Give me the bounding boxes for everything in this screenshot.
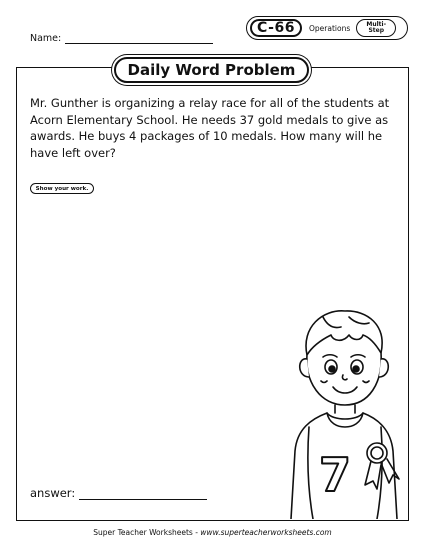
- hair-shape: [306, 311, 382, 355]
- subtopic-line2: Step: [368, 27, 385, 34]
- page-title: Daily Word Problem: [114, 57, 309, 83]
- name-field: [30, 33, 213, 44]
- name-line[interactable]: [65, 33, 213, 44]
- topic-label: Operations: [309, 23, 351, 33]
- name-label: Name:: [30, 33, 62, 44]
- answer-label: answer:: [30, 486, 76, 500]
- footer-publisher: Super Teacher Worksheets -: [93, 528, 201, 537]
- worksheet-code-badge: [246, 16, 408, 40]
- footer: [0, 528, 425, 537]
- footer-website: www.superteacherworksheets.com: [200, 528, 332, 537]
- answer-line[interactable]: [79, 487, 207, 500]
- subtopic-badge: [356, 19, 396, 37]
- worksheet-code: C-66: [250, 19, 302, 37]
- boy-with-medal-illustration: [283, 305, 403, 519]
- subtopic-line1: Multi-: [366, 20, 387, 28]
- problem-text: Mr. Gunther is organizing a relay race for all of the students at Acorn Elementary School. He needs 37 gold medals to give as awards. He buys 4 packages of 10 medals. How many will he have left over?: [30, 96, 390, 160]
- shirt-number: 7: [319, 448, 352, 502]
- show-work-label: Show your work.: [30, 183, 94, 194]
- answer-field: [30, 486, 207, 500]
